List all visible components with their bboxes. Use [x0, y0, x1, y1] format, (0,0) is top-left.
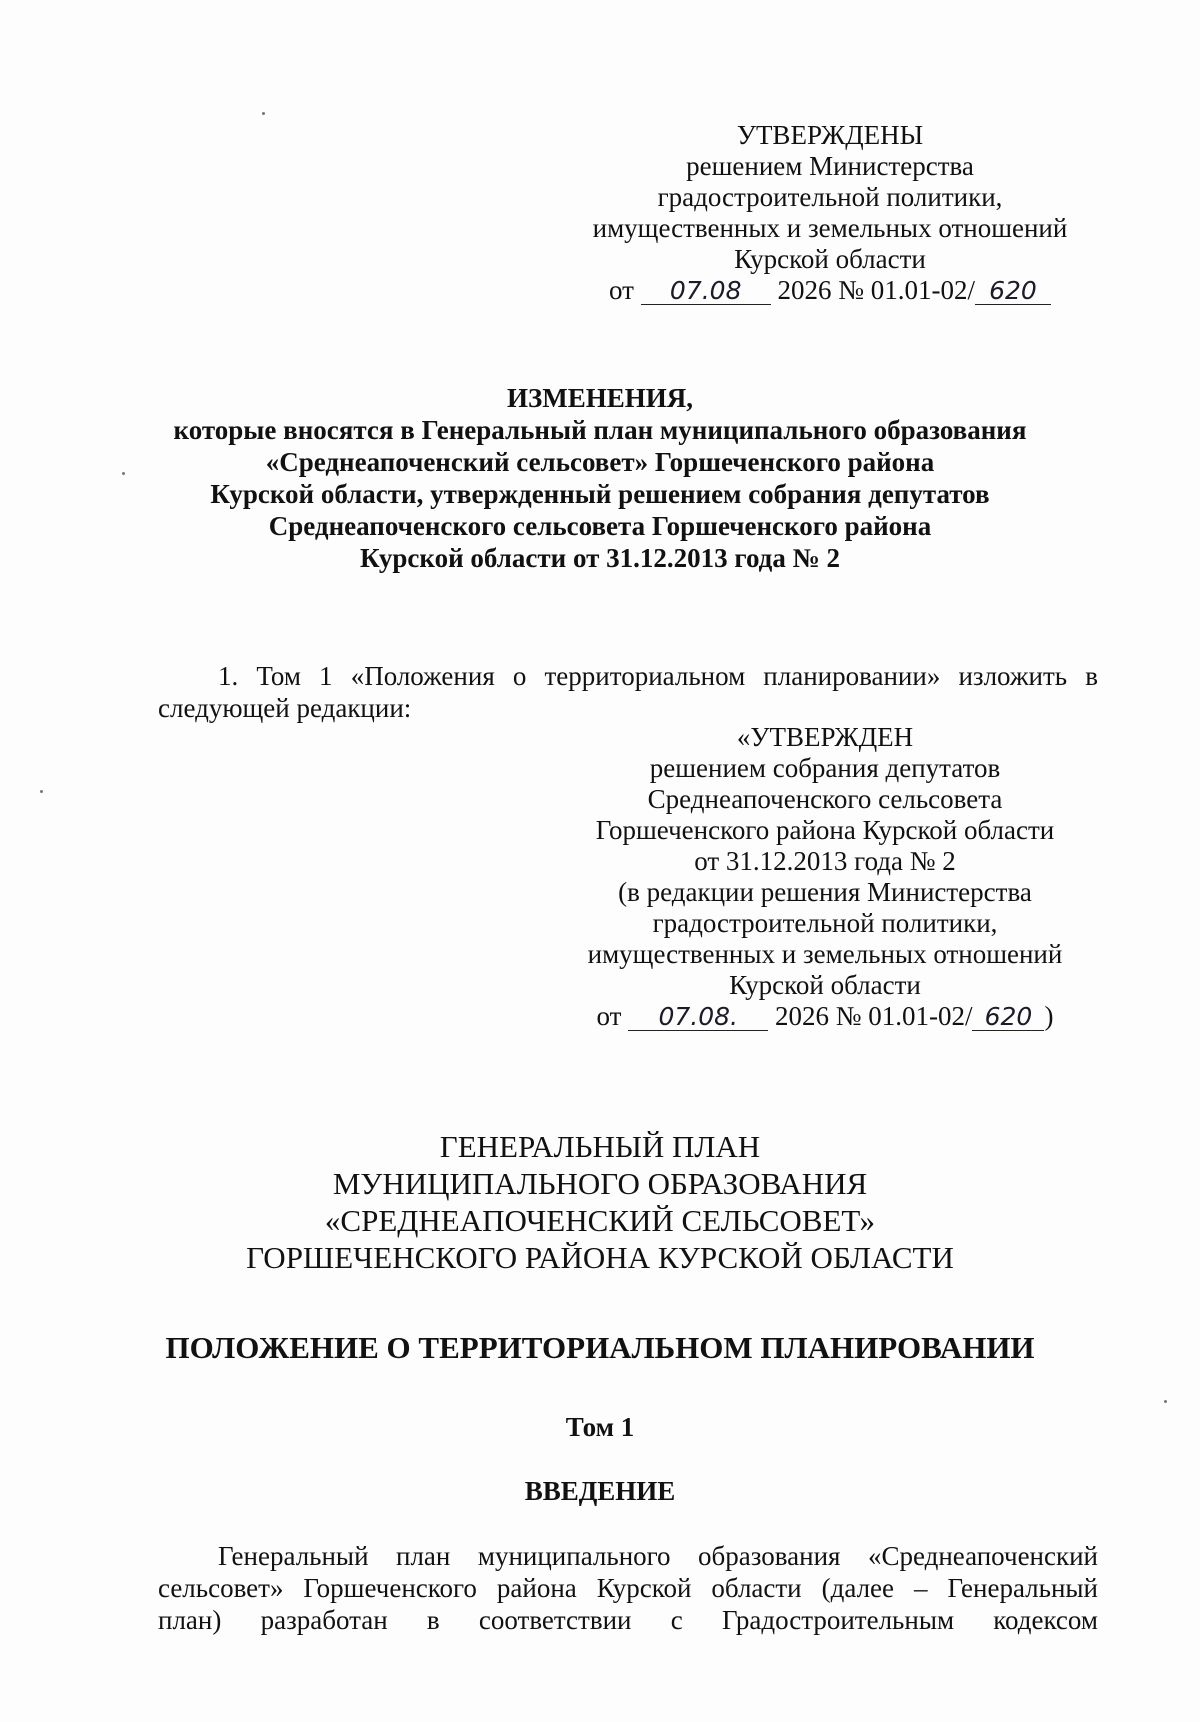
paragraph-line: следующей редакции:	[158, 693, 412, 723]
approval-line: (в редакции решения Министерства	[618, 877, 1032, 907]
general-plan-title	[150, 1128, 1050, 1276]
handwritten-number: 620	[972, 1004, 1044, 1031]
intro-paragraph	[158, 1540, 1098, 1636]
approval-line: градостроительной политики,	[657, 182, 1003, 212]
approval-line: имущественных и земельных отношений	[592, 213, 1068, 243]
approval-line: решением собрания депутатов	[649, 753, 1001, 783]
scan-speck	[40, 790, 43, 793]
handwritten-date: 07.08	[641, 278, 771, 305]
changes-line: Курской области от 31.12.2013 года № 2	[360, 543, 840, 573]
title-line: ГОРШЕЧЕНСКОГО РАЙОНА КУРСКОЙ ОБЛАСТИ	[246, 1240, 954, 1275]
section-heading: ПОЛОЖЕНИЕ О ТЕРРИТОРИАЛЬНОМ ПЛАНИРОВАНИИ	[165, 1330, 1035, 1365]
year-and-number: 2026 № 01.01-02/	[777, 275, 975, 305]
date-prefix: от	[609, 275, 634, 305]
title-line: ГЕНЕРАЛЬНЫЙ ПЛАН	[439, 1129, 761, 1164]
changes-line: которые вносятся в Генеральный план муниципального образования	[173, 415, 1027, 445]
approval-block-top	[570, 120, 1090, 306]
changes-line: Курской области, утвержденный решением собрания депутатов	[210, 479, 990, 509]
title-line: «СРЕДНЕАПОЧЕНСКИЙ СЕЛЬСОВЕТ»	[324, 1203, 876, 1238]
changes-line: Среднеапоченского сельсовета Горшеченского района	[268, 511, 932, 541]
paragraph-line: сельсовет» Горшеченского района Курской области (далее – Генеральный	[158, 1573, 1098, 1603]
approval-line: решением Министерства	[686, 151, 974, 181]
title-line: МУНИЦИПАЛЬНОГО ОБРАЗОВАНИЯ	[332, 1166, 868, 1201]
approval-line: Среднеапоченского сельсовета	[647, 784, 1003, 814]
changes-line: «Среднеапоченский сельсовет» Горшеченского района	[265, 447, 935, 477]
volume-label: Том 1	[565, 1412, 635, 1442]
item-1-paragraph	[158, 660, 1098, 724]
approval-line: от 31.12.2013 года № 2	[694, 846, 956, 876]
handwritten-date: 07.08.	[628, 1004, 768, 1031]
approval-line: Курской области	[734, 244, 926, 274]
scan-speck	[262, 112, 265, 115]
scan-speck	[1164, 1400, 1167, 1403]
changes-title: ИЗМЕНЕНИЯ,	[506, 383, 693, 413]
intro-heading: ВВЕДЕНИЕ	[524, 1476, 676, 1506]
approval-block-second	[560, 722, 1090, 1032]
changes-heading	[120, 382, 1080, 574]
date-prefix: от	[596, 1001, 622, 1031]
approval-heading: УТВЕРЖДЕНЫ	[736, 120, 924, 150]
paragraph-line: Генеральный план муниципального образования «Среднеапоченский	[218, 1541, 1098, 1571]
approval-line: имущественных и земельных отношений	[587, 939, 1063, 969]
approval-date-line	[560, 1001, 1090, 1032]
approval-heading: «УТВЕРЖДЕН	[736, 722, 914, 752]
approval-line: Горшеченского района Курской области	[595, 815, 1055, 845]
approval-line: градостроительной политики,	[652, 908, 998, 938]
approval-date-line	[570, 275, 1090, 306]
year-and-number: 2026 № 01.01-02/	[774, 1001, 973, 1031]
paragraph-line: план) разработан в соответствии с Градостроительным кодексом	[158, 1605, 1098, 1635]
approval-line: Курской области	[729, 970, 921, 1000]
paragraph-line: 1. Том 1 «Положения о территориальном планировании» изложить в	[218, 661, 1098, 691]
handwritten-number: 620	[975, 278, 1051, 305]
scan-speck	[122, 472, 125, 475]
closing-parenthesis: )	[1044, 1001, 1054, 1031]
